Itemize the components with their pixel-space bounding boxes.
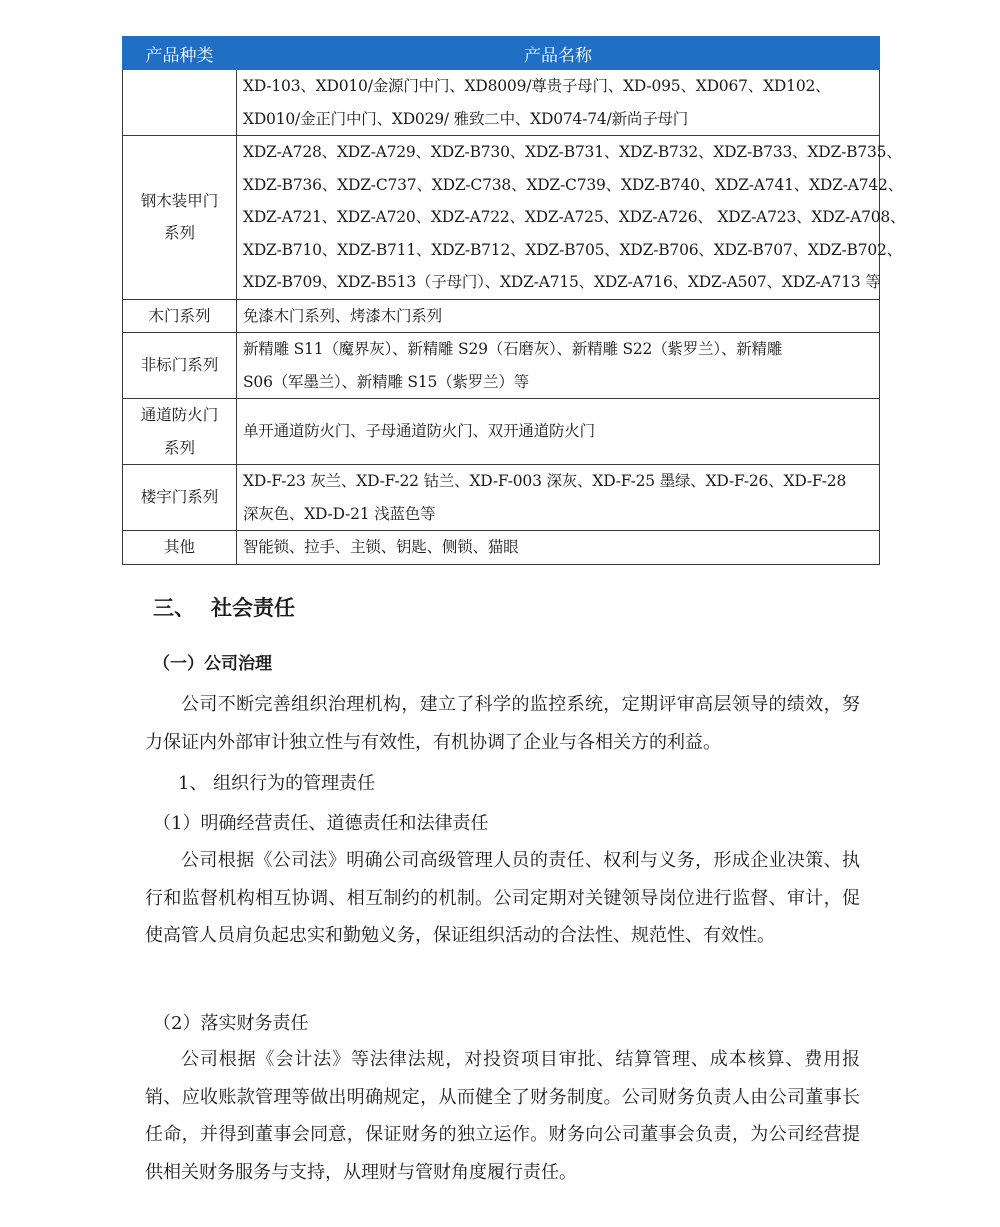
table-row <box>123 299 880 333</box>
product-name-line: XD-103、XD010/金源门中门、XD8009/尊贵子母门、XD-095、XD067、XD102、 <box>243 77 831 95</box>
table-row <box>123 465 880 531</box>
product-name-line: XDZ-B709、XDZ-B513（子母门）、XDZ-A715、XDZ-A716、XDZ-A507、XDZ-A713 等 <box>243 273 881 291</box>
category-cell <box>123 531 237 565</box>
product-name-line: 深灰色、XD-D-21 浅蓝色等 <box>243 504 436 523</box>
category-line: 钢木装甲门 <box>140 191 219 210</box>
table-header-row <box>123 37 880 70</box>
product-name-line: 智能锁、拉手、主锁、钥匙、侧锁、猫眼 <box>243 538 519 556</box>
category-line: 系列 <box>163 224 195 243</box>
product-names-cell <box>237 333 880 399</box>
category-line: 楼宇门系列 <box>140 488 219 507</box>
product-name-line: XDZ-B736、XDZ-C737、XDZ-C738、XDZ-C739、XDZ-B740、XDZ-A741、XDZ-A742、 <box>243 175 904 194</box>
product-names-cell <box>237 465 880 531</box>
category-cell <box>123 333 237 399</box>
category-line: 其他 <box>163 538 195 556</box>
header-category: 产品种类 <box>123 37 237 70</box>
product-names-cell <box>237 531 880 565</box>
product-name-line: XDZ-A721、XDZ-A720、XDZ-A722、XDZ-A725、XDZ-A726、 XDZ-A723、XDZ-A708、 <box>243 208 906 226</box>
product-name-line: 免漆木门系列、烤漆木门系列 <box>243 306 442 325</box>
category-cell <box>123 299 237 333</box>
header-product-name: 产品名称 <box>237 37 880 70</box>
section-number: 三、 <box>153 596 195 620</box>
category-cell <box>123 399 237 465</box>
product-name-line: S06（军墨兰）、新精雕 S15（紫罗兰）等 <box>243 372 529 391</box>
category-cell <box>123 136 237 300</box>
product-names-cell <box>237 70 880 136</box>
table-row <box>123 531 880 565</box>
product-names-cell <box>237 299 880 333</box>
product-name-line: XDZ-A728、XDZ-A729、XDZ-B730、XDZ-B731、XDZ-B732、XDZ-B733、XDZ-B735、 <box>243 143 902 161</box>
product-name-line: 单开通道防火门、子母通道防火门、双开通道防火门 <box>243 422 595 441</box>
table-row <box>123 70 880 136</box>
category-cell <box>123 70 237 136</box>
product-names-cell <box>237 136 906 300</box>
table-body <box>123 70 906 565</box>
category-line: 系列 <box>163 438 195 457</box>
product-name-line: 新精雕 S11（魔界灰）、新精雕 S29（石磨灰）、新精雕 S22（紫罗兰）、新精雕 <box>243 340 783 358</box>
section-heading <box>153 592 295 622</box>
section-title: 社会责任 <box>211 596 295 620</box>
table-row <box>123 333 880 399</box>
product-name-line: XD010/金正门中门、XD029/ 雅致二中、XD074-74/新尚子母门 <box>243 109 689 128</box>
product-names-cell <box>237 399 880 465</box>
category-cell <box>123 465 237 531</box>
paragraph-finance: 公司根据《会计法》等法律法规，对投资项目审批、结算管理、成本核算、费用报销、应收账款管理等做出明确规定，从而健全了财务制度。公司财务负责人由公司董事长任命，并得到董事会同意，保证财务的独立运作。财务向公司董事会负责，为公司经营提供相关财务服务与支持，从理财与管财角度履行责任。 <box>145 1049 860 1183</box>
product-table <box>122 36 906 565</box>
category-line: 非标门系列 <box>140 356 219 375</box>
table-row <box>123 136 880 300</box>
category-line: 木门系列 <box>148 306 211 325</box>
subsection-heading: （一）公司治理 <box>153 654 272 674</box>
sub-heading-1: （1）明确经营责任、道德责任和法律责任 <box>153 813 489 834</box>
product-name-line: XDZ-B710、XDZ-B711、XDZ-B712、XDZ-B705、XDZ-B706、XDZ-B707、XDZ-B702、 <box>243 240 903 259</box>
category-line: 通道防火门 <box>140 406 219 424</box>
item-heading-1: 1、 组织行为的管理责任 <box>178 773 376 794</box>
product-name-line: XD-F-23 灰兰、XD-F-22 钴兰、XD-F-003 深灰、XD-F-25 墨绿、XD-F-26、XD-F-28 <box>243 472 847 490</box>
paragraph-responsibility: 公司根据《公司法》明确公司高级管理人员的责任、权利与义务，形成企业决策、执行和监督机构相互协调、相互制约的机制。公司定期对关键领导岗位进行监督、审计，促使高管人员肩负起忠实和勤勉义务，保证组织活动的合法性、规范性、有效性。 <box>145 850 860 946</box>
table-row <box>123 399 880 465</box>
sub-heading-2: （2）落实财务责任 <box>153 1013 309 1034</box>
paragraph-governance: 公司不断完善组织治理机构，建立了科学的监控系统，定期评审高层领导的绩效，努力保证内外部审计独立性与有效性，有机协调了企业与各相关方的利益。 <box>145 694 860 753</box>
